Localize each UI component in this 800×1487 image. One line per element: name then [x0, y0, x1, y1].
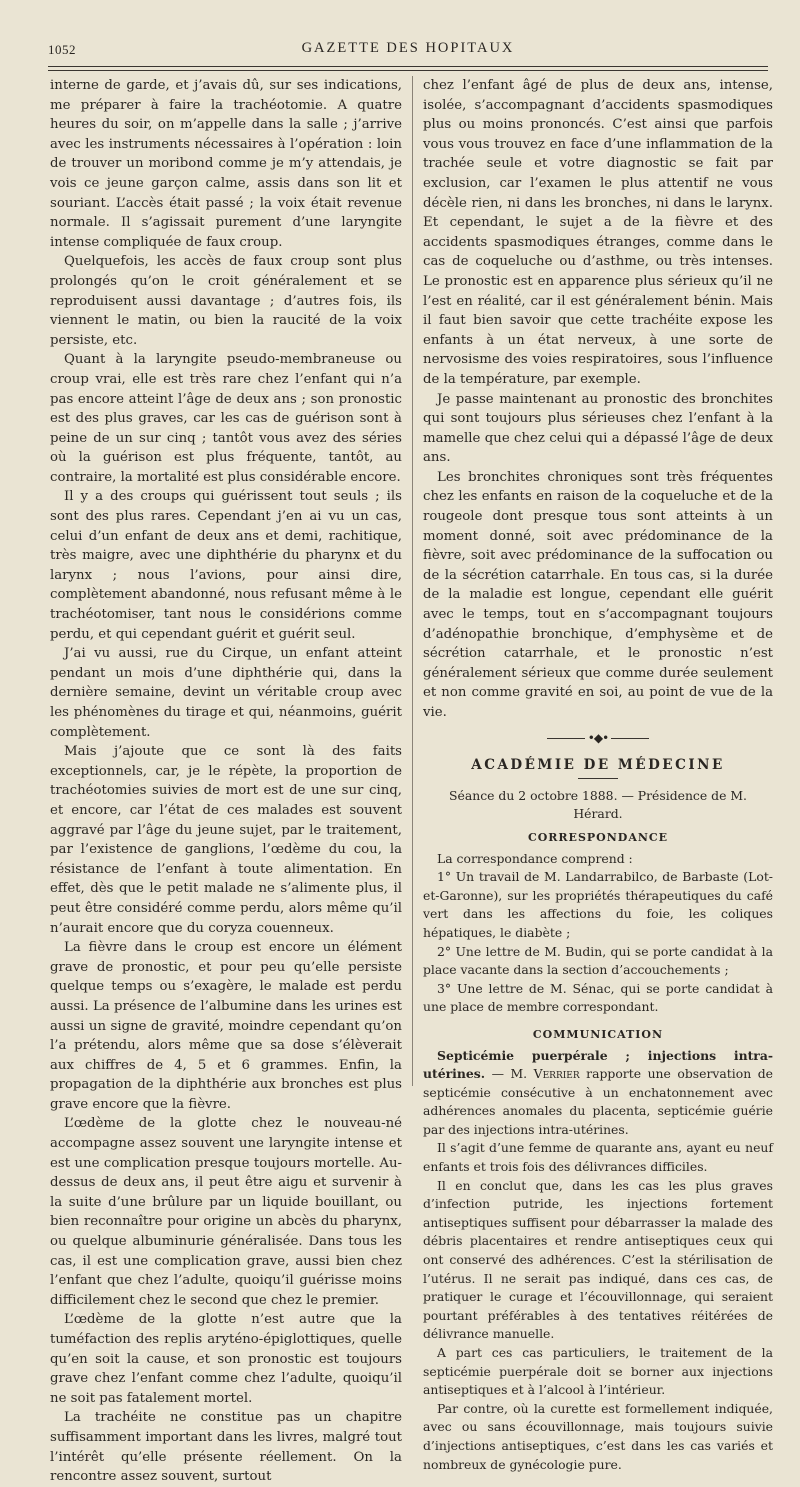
page-header [48, 36, 768, 62]
paragraph: Par contre, où la curette est formellement indiquée, avec ou sans écouvillonnage, mais toujours suivie d’injections antiseptiques, c’est dans les cas variés et nombreux de gynécologie pure. [423, 1400, 773, 1472]
column-separator [412, 76, 413, 1086]
paragraph: L’œdème de la glotte n’est autre que la tuméfaction des replis aryténo-épiglottiques, quelle qu’en soit la cause, et son pronostic est toujours grave chez l’enfant comme chez l’adulte, quoiqu’il ne soit pas fatalement mortel. [50, 1312, 402, 1406]
paragraph: La fièvre dans le croup est encore un élément grave de pronostic, et pour peu qu’elle persiste quelque temps ou s’exagère, le malade est perdu aussi. La présence de l’albumine dans les urines est aussi un signe de gravité, moindre cependant qu’on l’a prétendu, alors même que sa dose s’élèverait aux chiffres de 4, 5 et 6 grammes. Enfin, la propagation de la diphthérie aux bronches est plus grave encore que la fièvre. [50, 940, 402, 1112]
journal-title: GAZETTE DES HOPITAUX [301, 40, 515, 56]
header-rule [48, 66, 768, 67]
paragraph: Mais j’ajoute que ce sont là des faits exceptionnels, car, je le répète, la proportion de trachéotomies suivies de mort est de une sur cinq, et encore, car l’état de ces malades est souvent aggravé par l’âge du jeune sujet, par le traitement, par l’existence de ganglions, l’œdème du cou, la résistance de l’enfant à toute alimentation. En effet, dès que le petit malade ne s’alimente plus, il peut être considéré comme perdu, alors même qu’il n’aurait encore que du coryza couenneux. [50, 744, 402, 936]
correspondance-heading: CORRESPONDANCE [527, 830, 669, 844]
section-title: ACADÉMIE DE MÉDECINE [471, 757, 725, 774]
right-column [423, 76, 773, 1474]
paragraph: Il en conclut que, dans les cas les plus graves d’infection putride, les injections fortement antiseptiques suffisent pour débarrasser la malade des débris placentaires et rendre antiseptiques ceux qui ont conservé des adhérences. C’est la stérilisation de l’utérus. Il ne serait pas indiqué, dans ces cas, de pratiquer le curage et l’écouvillonnage, qui seraient pourtant préférables à des tentatives réitérées de délivrance manuelle. [423, 1177, 773, 1342]
page-number: 1052 [48, 42, 76, 57]
paragraph: Il y a des croups qui guérissent tout seuls ; ils sont des plus rares. Cependant j’en ai vu un cas, celui d’un enfant de deux ans et demi, rachitique, très maigre, avec une diphthérie du pharynx et du larynx ; nous l’avions, pour ainsi dire, complètement abandonné, nous refusant même à le trachéotomiser, tant nous le considérions comme perdu, et qui cependant guérit et guérit seul. [50, 489, 402, 642]
section-ornament: •◆• [423, 729, 773, 749]
paragraph: J’ai vu aussi, rue du Cirque, un enfant atteint pendant un mois d’une diphthérie qui, dans la dernière semaine, devint un véritable croup avec les phénomènes du tirage et qui, néanmoins, guérit complètement. [50, 646, 402, 740]
paragraph: A part ces cas particuliers, le traitement de la septicémie puerpérale doit se borner aux injections antiseptiques et à l’alcool à l’intérieur. [423, 1345, 773, 1398]
list-item: 2° Une lettre de M. Budin, qui se porte candidat à la place vacante dans la section d’accouchements ; [423, 943, 773, 978]
paragraph: chez l’enfant âgé de plus de deux ans, intense, isolée, s’accompagnant d’accidents spasmodiques plus ou moins prononcés. C’est ainsi que parfois vous vous trouvez en face d’une inflammation de la trachée seule et votre diagnostic se fait par exclusion, car l’examen le plus attentif ne vous décèle rien, ni dans les bronches, ni dans le larynx. Et cependant, le sujet a de la fièvre et des accidents spasmodiques étranges, comme dans le cas de coqueluche ou d’asthme, ou très intenses. Le pronostic est en apparence plus sérieux qu’il ne l’est en réalité, car il est généralement bénin. Mais il faut bien savoir que cette trachéite expose les enfants à un état nerveux, à une sorte de nervosisme des voies respiratoires, sous l’influence de la température, par exemple. [423, 78, 773, 387]
seance-line: Séance du 2 octobre 1888. — Présidence de M. Hérard. [449, 787, 747, 822]
list-item: 1° Un travail de M. Landarrabilco, de Barbaste (Lot-et-Garonne), sur les propriétés thérapeutiques du café vert dans les affections du foie, les coliques hépatiques, le diabète ; [423, 869, 773, 940]
communication-title: Septicémie puerpérale ; injections intra-utérines. [423, 1047, 773, 1082]
communication-text: rapporte une observation de septicémie consécutive à un enchatonnement avec adhérences anomales du placenta, septicémie guérie par des injections intra-utérines. [423, 1066, 773, 1137]
list-item: 3° Une lettre de M. Sénac, qui se porte candidat à une place de membre correspondant. [423, 980, 773, 1015]
header-rule-thin [48, 70, 768, 71]
paragraph: Quelquefois, les accès de faux croup sont plus prolongés qu’on le croit généralement et se reproduisent aussi davantage ; d’autres fois, ils viennent le matin, ou bien la raucité de la voix persiste, etc. [50, 254, 402, 348]
communication-author: — M. Verrier [491, 1066, 580, 1082]
paragraph: La trachéite ne constitue pas un chapitre suffisamment important dans les livres, malgré tout l’intérêt qu’elle présente réellement. On la rencontre assez souvent, surtout [50, 1410, 402, 1485]
paragraph: Quant à la laryngite pseudo-membraneuse ou croup vrai, elle est très rare chez l’enfant qui n’a pas encore atteint l’âge de deux ans ; son pronostic est des plus graves, car les cas de guérison sont à peine de un sur cinq ; tantôt vous avez des séries où la guérison est plus fréquente, tantôt, au contraire, la mortalité est plus considérable encore. [50, 352, 402, 485]
paragraph: L’œdème de la glotte chez le nouveau-né accompagne assez souvent une laryngite intense et est une complication presque toujours mortelle. Au-dessus de deux ans, il peut être aigu et survenir à la suite d’une brûlure par un liquide bouillant, ou bien reconnaître pour origine un abcès du pharynx, ou quelque albuminurie généralisée. Dans tous les cas, il est une complication grave, aussi bien chez l’enfant que chez l’adulte, quoiqu’il guérisse moins difficilement chez le second que chez le premier. [50, 1116, 402, 1308]
paragraph: Je passe maintenant au pronostic des bronchites qui sont toujours plus sérieuses chez l’enfant à la mamelle que chez celui qui a dépassé l’âge de deux ans. [423, 391, 773, 466]
paragraph: interne de garde, et j’avais dû, sur ses indications, me préparer à faire la trachéotomie. A quatre heures du soir, on m’appelle dans la salle ; j’arrive avec les instruments nécessaires à l’opération : loin de trouver un moribond comme je m’y attendais, je vois ce jeune garçon calme, assis dans son lit et souriant. L’accès était passé ; la voix était revenue normale. Il s’agissait purement d’une laryngite intense compliquée de faux croup. [50, 78, 402, 250]
title-rule [578, 778, 618, 779]
paragraph: Il s’agit d’une femme de quarante ans, ayant eu neuf enfants et trois fois des délivrances difficiles. [423, 1140, 773, 1175]
left-column [50, 76, 402, 1487]
paragraph: La correspondance comprend : [437, 850, 633, 866]
communication-heading: COMMUNICATION [532, 1027, 664, 1041]
paragraph: Les bronchites chroniques sont très fréquentes chez les enfants en raison de la coqueluche et de la rougeole dont presque tous sont atteints à un moment donné, soit avec prédominance de la fièvre, soit avec prédominance de la suffocation ou de la sécrétion catarrhale. En tous cas, si la durée de la maladie est longue, cependant elle guérit avec le temps, tout en s’accompagnant toujours d’adénopathie bronchique, d’emphysème et de sécrétion catarrhale, et le pronostic n’est généralement sérieux que comme durée seulement et non comme gravité en soi, au point de vue de la vie. [423, 469, 773, 720]
paragraph [423, 1047, 773, 1140]
